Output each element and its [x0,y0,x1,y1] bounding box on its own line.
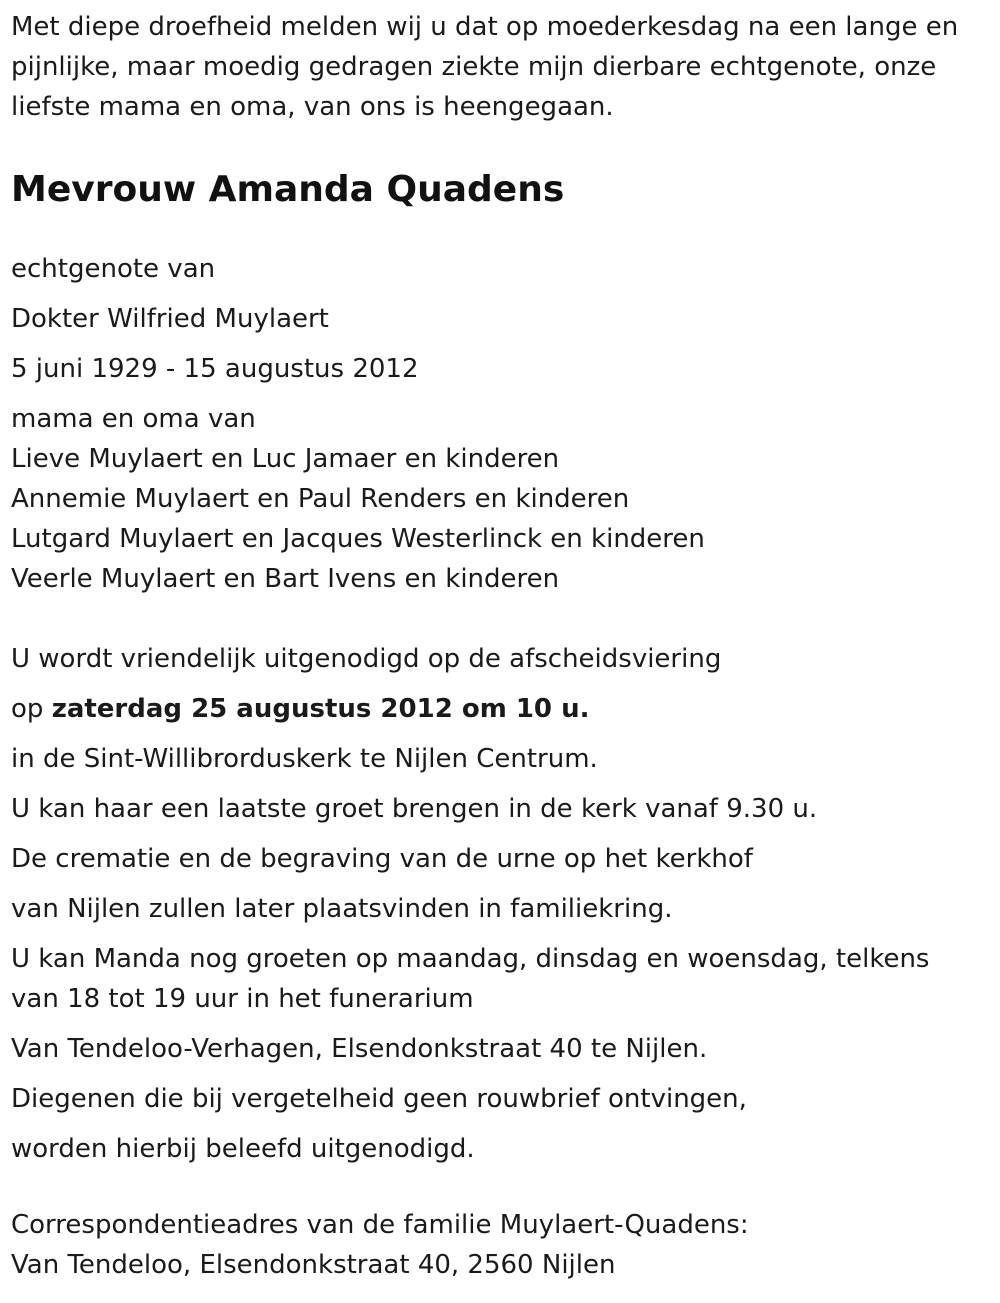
child-family: Lutgard Muylaert en Jacques Westerlinck en kinderen [11,524,705,554]
children-intro: mama en oma van [11,404,256,434]
child-family: Annemie Muylaert en Paul Renders en kinderen [11,484,630,514]
greeting-line: U kan haar een laatste groet brengen in de kerk vanaf 9.30 u. [11,794,818,824]
funeral-home: Van Tendeloo-Verhagen, Elsendonkstraat 40 te Nijlen. [11,1034,708,1064]
child-family: Veerle Muylaert en Bart Ivens en kinderen [11,564,560,594]
date-prefix: op [11,694,44,724]
visit-line: van 18 tot 19 uur in het funerarium [11,984,474,1014]
cremation-line: van Nijlen zullen later plaatsvinden in familiekring. [11,894,673,924]
invitation-block [11,639,991,1169]
cremation-line: De crematie en de begraving van de urne op het kerkhof [11,844,753,874]
children-block [11,399,991,599]
intro-line: liefste mama en oma, van ons is heengegaan. [11,92,614,122]
intro-paragraph [11,7,991,127]
spouse-name: Dokter Wilfried Muylaert [11,304,329,334]
spouse-intro: echtgenote van [11,254,216,284]
intro-line: pijnlijke, maar moedig gedragen ziekte mijn dierbare echtgenote, onze [11,52,937,82]
correspondence-label: Correspondentieadres van de familie Muylaert-Quadens: [11,1210,749,1240]
deceased-name: Mevrouw Amanda Quadens [11,169,565,210]
obituary-document [11,7,991,1285]
life-dates: 5 juni 1929 - 15 augustus 2012 [11,354,419,384]
invitation-line: U wordt vriendelijk uitgenodigd op de afscheidsviering [11,644,722,674]
ceremony-date-line [11,689,991,729]
correspondence-block [11,1205,991,1285]
forgotten-line: worden hierbij beleefd uitgenodigd. [11,1134,475,1164]
forgotten-line: Diegenen die bij vergetelheid geen rouwbrief ontvingen, [11,1084,747,1114]
child-family: Lieve Muylaert en Luc Jamaer en kinderen [11,444,560,474]
ceremony-date: zaterdag 25 augustus 2012 om 10 u. [51,694,590,724]
ceremony-location: in de Sint-Willibrorduskerk te Nijlen Centrum. [11,744,598,774]
intro-line: Met diepe droefheid melden wij u dat op moederkesdag na een lange en [11,12,959,42]
spouse-block [11,249,991,389]
visit-line: U kan Manda nog groeten op maandag, dinsdag en woensdag, telkens [11,944,930,974]
correspondence-address: Van Tendeloo, Elsendonkstraat 40, 2560 Nijlen [11,1250,616,1280]
